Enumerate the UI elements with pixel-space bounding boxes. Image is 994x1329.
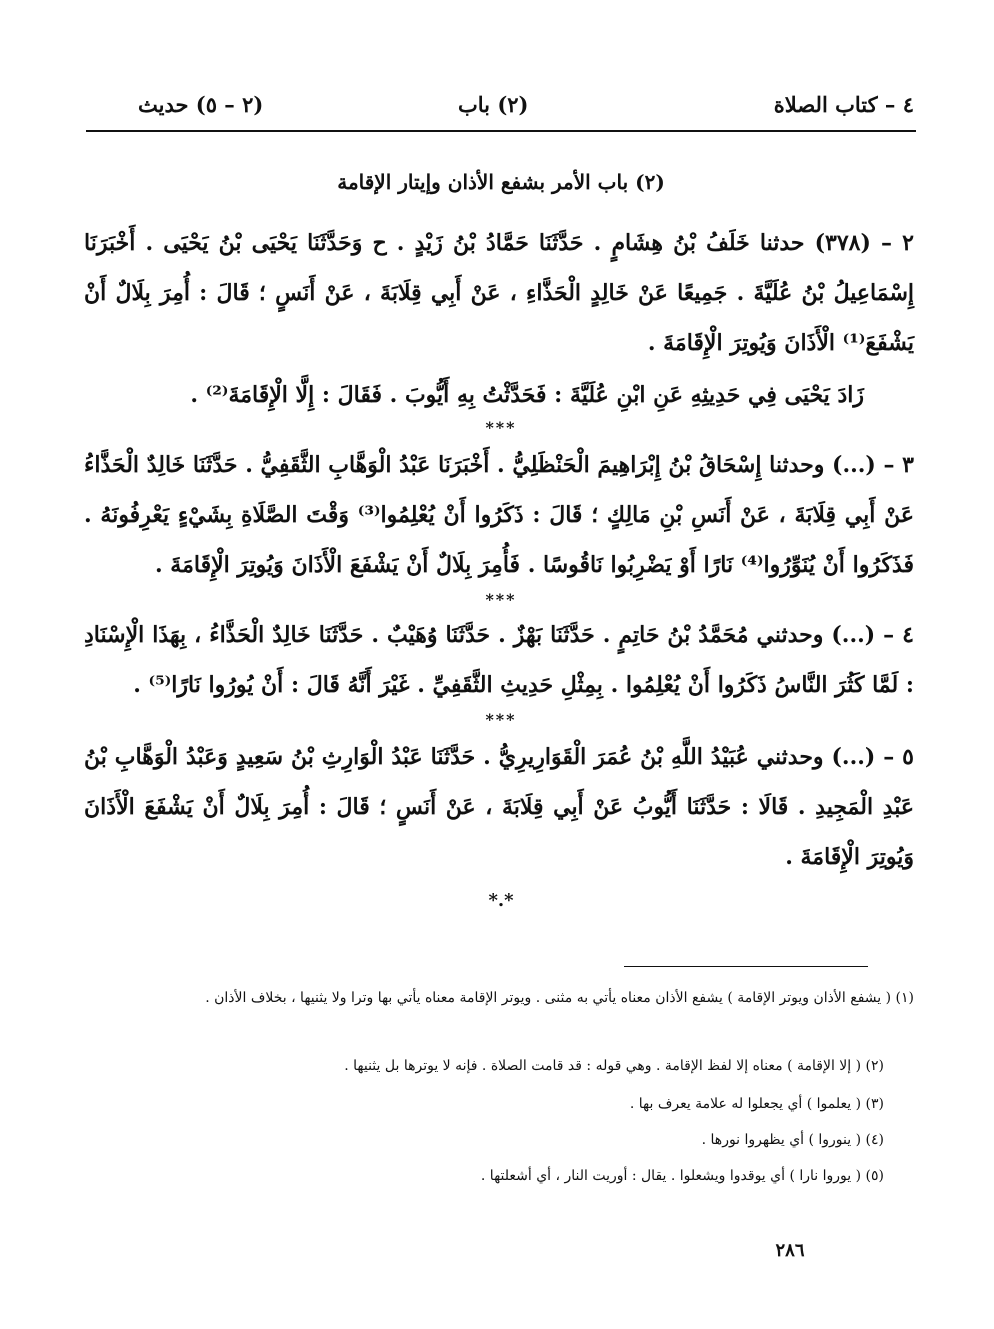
header-hadith-range: (٢ – ٥) حديث xyxy=(138,92,264,117)
footnote-5: (٥) ( يوروا نارا ) أي يوقدوا ويشعلوا . يقال : أوريت النار ، أي أشعلتها . xyxy=(480,1168,884,1184)
separator-3: *** xyxy=(485,710,517,729)
hadith-3: ٣ – (...) وحدثنا إِسْحَاقُ بْنُ إِبْرَاهِيمَ الْحَنْظَلِيُّ . أَخْبَرَنَا عَبْدُ الْوَهَّابِ الثَّقَفِيُّ . حَدَّثَنَا خَالِدٌ الْحَذَّاءُ عَنْ أَبِي قِلَابَةَ ، عَنْ أَنَسِ بْنِ مَالِكٍ ؛ قَالَ : ذَكَرُوا أَنْ يُعْلِمُوا⁽³⁾ وَقْتَ الصَّلَاةِ بِشَيْءٍ يَعْرِفُونَهُ . فَذَكَرُوا أَنْ يُنَوِّرُوا⁽⁴⁾ نَارًا أَوْ يَضْرِبُوا نَاقُوسًا . فَأُمِرَ بِلَالٌ أَنْ يَشْفَعَ الْأَذَانَ وَيُوتِرَ الْإِقَامَةَ . xyxy=(84,452,915,578)
chapter-title: (٢) باب الأمر بشفع الأذان وإيتار الإقامة xyxy=(337,170,665,194)
header-book-title: ٤ – كتاب الصلاة xyxy=(773,92,914,117)
page-number: ٢٨٦ xyxy=(775,1240,805,1261)
footnote-rule xyxy=(624,966,868,967)
hadith-2-addition: زَادَ يَحْيَى فِي حَدِيثِهِ عَنِ ابْنِ عُلَيَّةَ : فَحَدَّثْتُ بِهِ أَيُّوبَ . فَقَالَ : إِلَّا الْإِقَامَةَ⁽²⁾ . xyxy=(190,382,864,408)
separator-2: *** xyxy=(485,590,517,609)
footnote-1: (١) ( يشفع الأذان ويوتر الإقامة ) يشفع الأذان معناه يأتي به مثنى . ويوتر الإقامة معناه يأتي بها وترا ولا يثنيها ، بخلاف الأذان . xyxy=(205,990,914,1006)
separator-1: *** xyxy=(485,418,517,437)
header-chapter: (٢) باب xyxy=(458,92,529,117)
hadith-4: ٤ – (...) وحدثني مُحَمَّدُ بْنُ حَاتِمٍ . حَدَّثَنَا بَهْزٌ . حَدَّثَنَا وُهَيْبٌ . حَدَّثَنَا خَالِدٌ الْحَذَّاءُ ، بِهَذَا الْإِسْنَادِ : لَمَّا كَثُرَ النَّاسُ ذَكَرُوا أَنْ يُعْلِمُوا . بِمِثْلِ حَدِيثِ الثَّقَفِيِّ . غَيْرَ أَنَّهُ قَالَ : أَنْ يُورُوا نَارًا⁽⁵⁾ . xyxy=(84,622,914,698)
section-end-mark: *.* xyxy=(488,890,514,911)
footnote-3: (٣) ( يعلموا ) أي يجعلوا له علامة يعرف بها . xyxy=(629,1096,884,1112)
running-header xyxy=(88,92,914,126)
header-rule xyxy=(86,130,916,132)
footnote-4: (٤) ( ينوروا ) أي يظهروا نورها . xyxy=(701,1132,884,1148)
hadith-5: ٥ – (...) وحدثني عُبَيْدُ اللَّهِ بْنُ عُمَرَ الْقَوَارِيرِيُّ . حَدَّثَنَا عَبْدُ الْوَارِثِ بْنُ سَعِيدٍ وَعَبْدُ الْوَهَّابِ بْنُ عَبْدِ الْمَجِيدِ . قَالَا : حَدَّثَنَا أَيُّوبُ عَنْ أَبِي قِلَابَةَ ، عَنْ أَنَسٍ ؛ قَالَ : أُمِرَ بِلَالٌ أَنْ يَشْفَعَ الْأَذَانَ وَيُوتِرَ الْإِقَامَةَ . xyxy=(84,744,914,870)
hadith-2: ٢ – (٣٧٨) حدثنا خَلَفُ بْنُ هِشَامٍ . حَدَّثَنَا حَمَّادُ بْنُ زَيْدٍ . ح وَحَدَّثَنَا يَحْيَى بْنُ يَحْيَى . أَخْبَرَنَا إِسْمَاعِيلُ بْنُ عُلَيَّةَ . جَمِيعًا عَنْ خَالِدٍ الْحَذَّاءِ ، عَنْ أَبِي قِلَابَةَ ، عَنْ أَنَسٍ ؛ قَالَ : أُمِرَ بِلَالٌ أَنْ يَشْفَعَ⁽¹⁾ الْأَذَانَ وَيُوتِرَ الْإِقَامَةَ . xyxy=(84,230,914,356)
footnote-2: (٢) ( إلا الإقامة ) معناه إلا لفظ الإقامة . وهي قوله : قد قامت الصلاة . فإنه لا يوترها بل يثنيها . xyxy=(344,1058,884,1074)
